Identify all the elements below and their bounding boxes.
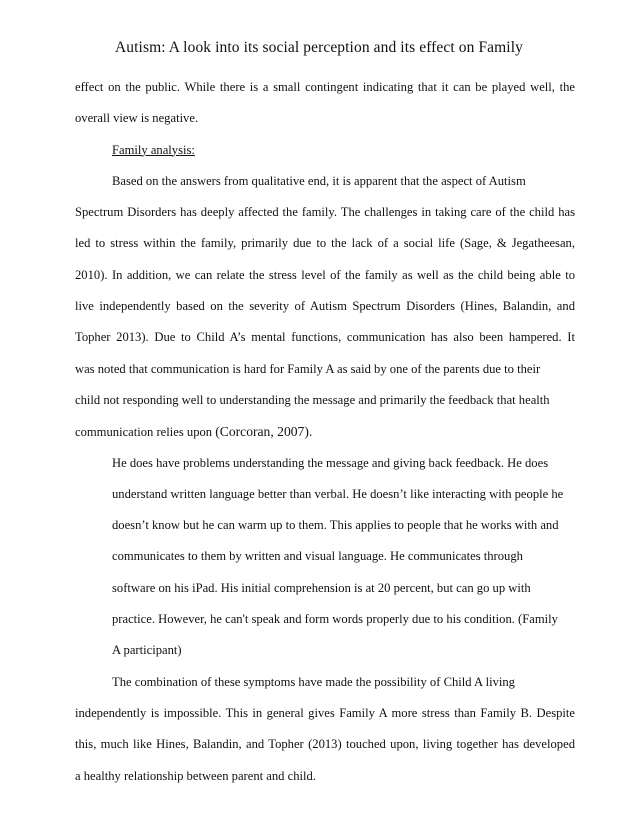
text-line: Spectrum Disorders has deeply affected the family. The challenges in taking care of the child has bbox=[75, 205, 575, 220]
quote-line: understand written language better than verbal. He doesn’t like interacting with people he bbox=[112, 486, 564, 501]
text-fragment: communication relies upon bbox=[75, 425, 216, 440]
text-line: led to stress within the family, primarily due to the lack of a social life (Sage, & Jegatheesan, bbox=[75, 236, 575, 251]
text-line: was noted that communication is hard for Family A as said by one of the parents due to their bbox=[75, 361, 541, 376]
text-line: 2010). In addition, we can relate the stress level of the family as well as the child being able to bbox=[75, 267, 575, 282]
text-line bbox=[75, 416, 575, 447]
document-body bbox=[75, 72, 575, 792]
text-line: this, much like Hines, Balandin, and Topher (2013) touched upon, living together has developed bbox=[75, 737, 575, 752]
text-line: independently is impossible. This in general gives Family A more stress than Family B. Despite bbox=[75, 705, 575, 720]
running-header: Autism: A look into its social perception and its effect on Family bbox=[115, 39, 523, 56]
quote-line: software on his iPad. His initial comprehension is at 20 percent, but can go up with bbox=[112, 580, 531, 595]
citation: (Corcoran, 2007). bbox=[215, 424, 313, 440]
section-heading bbox=[75, 135, 575, 166]
text-line: overall view is negative. bbox=[75, 111, 199, 126]
text-line: Topher 2013). Due to Child A’s mental functions, communication has also been hampered. It bbox=[75, 330, 575, 345]
quote-line: He does have problems understanding the message and giving back feedback. He does bbox=[112, 455, 549, 470]
text-line: a healthy relationship between parent and child. bbox=[75, 768, 316, 783]
quote-line: doesn’t know but he can warm up to them. This applies to people that he works with and bbox=[112, 518, 559, 533]
text-line: child not responding well to understanding the message and primarily the feedback that health bbox=[75, 392, 550, 407]
quote-line: A participant) bbox=[112, 643, 182, 658]
block-quote bbox=[75, 448, 575, 667]
text-line: Based on the answers from qualitative end, it is apparent that the aspect of Autism bbox=[112, 173, 526, 188]
text-line: The combination of these symptoms have made the possibility of Child A living bbox=[112, 674, 515, 689]
text-line: effect on the public. While there is a small contingent indicating that it can be played well, the bbox=[75, 80, 575, 94]
quote-line: practice. However, he can't speak and form words properly due to his condition. (Family bbox=[112, 612, 558, 627]
section-heading-text: Family analysis: bbox=[112, 142, 195, 157]
quote-line: communicates to them by written and visual language. He communicates through bbox=[112, 549, 523, 564]
text-line: live independently based on the severity of Autism Spectrum Disorders (Hines, Balandin, and bbox=[75, 299, 575, 314]
